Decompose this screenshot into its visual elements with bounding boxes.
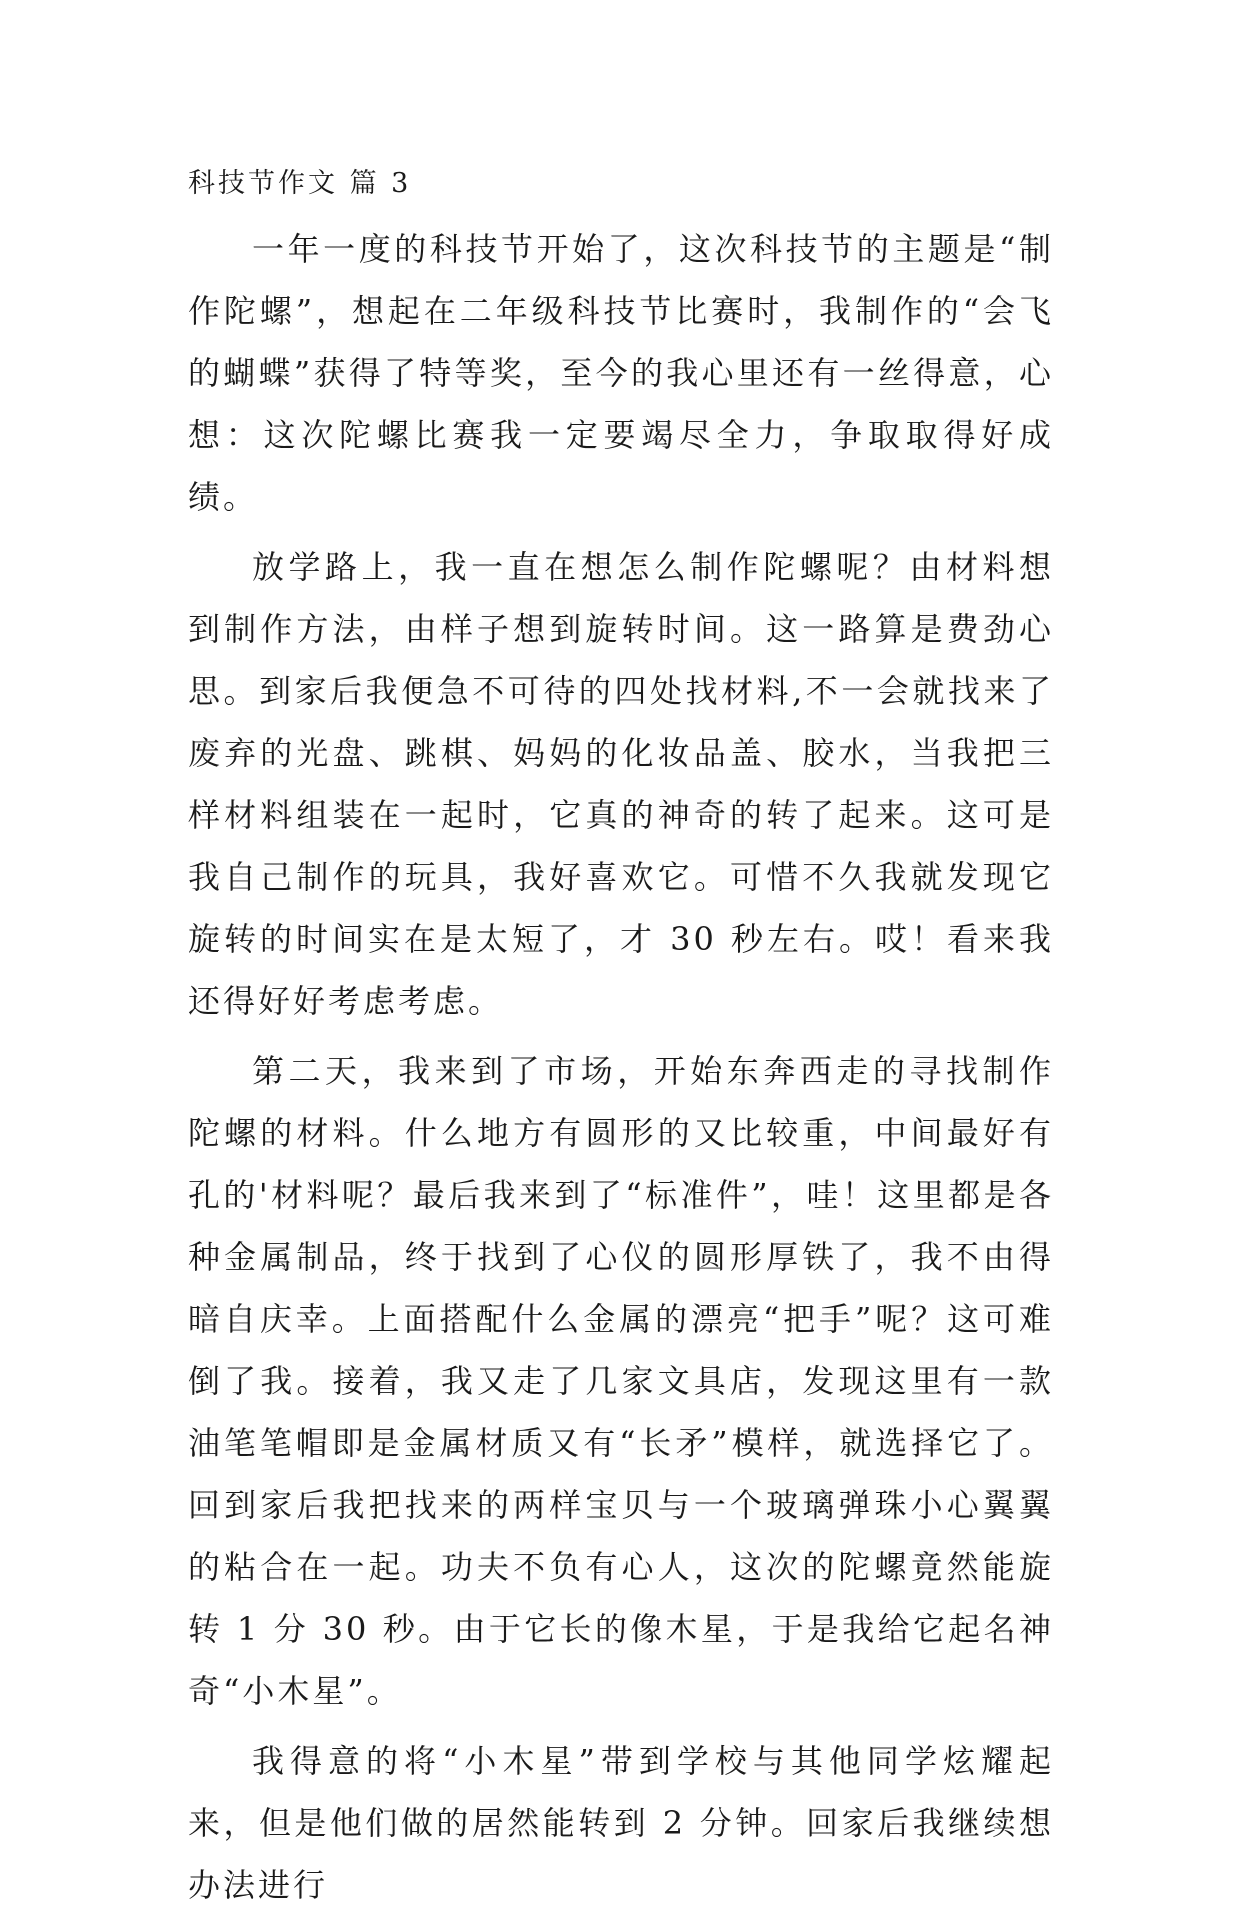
essay-title: 科技节作文 篇 3 (188, 168, 412, 199)
paragraph-4: 我得意的将“小木星”带到学校与其他同学炫耀起来，但是他们做的居然能转到 2 分钟。回家后我继续想办法进行 (188, 1742, 1054, 1904)
essay-body (188, 218, 1054, 1924)
paragraph-2: 放学路上，我一直在想怎么制作陀螺呢？由材料想到制作方法，由样子想到旋转时间。这一路算是费劲心思。到家后我便急不可待的四处找材料,不一会就找来了废弃的光盘、跳棋、妈妈的化妆品盖、胶水，当我把三样材料组装在一起时，它真的神奇的转了起来。这可是我自己制作的玩具，我好喜欢它。可惜不久我就发现它旋转的时间实在是太短了，才 30 秒左右。哎！看来我还得好好考虑考虑。 (188, 548, 1054, 1020)
paragraph-1: 一年一度的科技节开始了，这次科技节的主题是“制作陀螺”，想起在二年级科技节比赛时，我制作的“会飞的蝴蝶”获得了特等奖，至今的我心里还有一丝得意，心想：这次陀螺比赛我一定要竭尽全力，争取取得好成绩。 (188, 230, 1054, 516)
paragraph-3: 第二天，我来到了市场，开始东奔西走的寻找制作陀螺的材料。什么地方有圆形的又比较重，中间最好有孔的'材料呢？最后我来到了“标准件”，哇！这里都是各种金属制品，终于找到了心仪的圆形厚铁了，我不由得暗自庆幸。上面搭配什么金属的漂亮“把手”呢？这可难倒了我。接着，我又走了几家文具店，发现这里有一款油笔笔帽即是金属材质又有“长矛”模样，就选择它了。回到家后我把找来的两样宝贝与一个玻璃弹珠小心翼翼的粘合在一起。功夫不负有心人，这次的陀螺竟然能旋转 1 分 30 秒。由于它长的像木星，于是我给它起名神奇“小木星”。 (188, 1052, 1054, 1710)
